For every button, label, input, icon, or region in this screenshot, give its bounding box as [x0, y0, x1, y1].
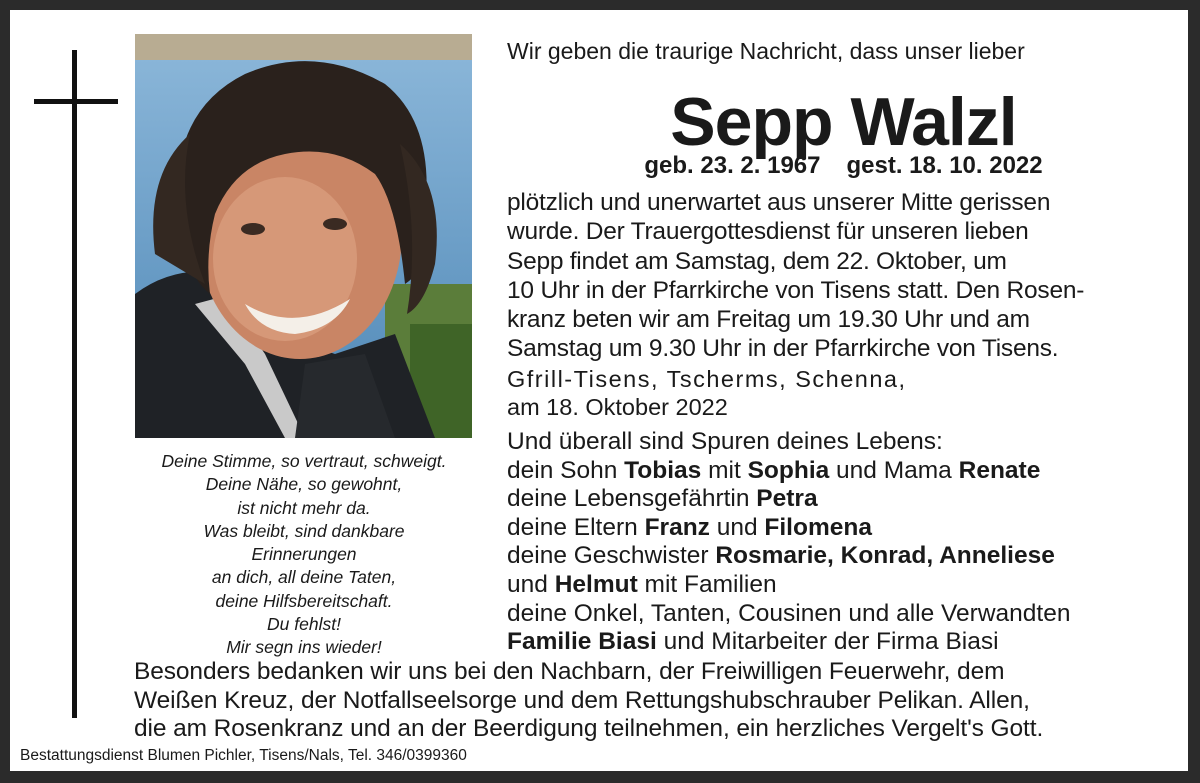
family-line — [507, 457, 1070, 486]
place-date: am 18. Oktober 2022 — [507, 394, 728, 420]
announcement-line: Sepp findet am Samstag, dem 22. Oktober, um — [507, 247, 1007, 275]
family-line — [507, 514, 1070, 543]
announcement-line: Samstag um 9.30 Uhr in der Pfarrkirche von Tisens. — [507, 335, 1059, 363]
poem-line: Deine Nähe, so gewohnt, — [205, 474, 403, 495]
cross-icon-bar — [34, 99, 118, 104]
family-text: mit Familien — [637, 570, 777, 598]
poem-line: Mir segn ins wieder! — [226, 637, 382, 658]
announcement-line: 10 Uhr in der Pfarrkirche von Tisens statt. Den Rosen- — [507, 276, 1085, 304]
poem-line: Erinnerungen — [251, 544, 357, 565]
family-text: mit — [701, 456, 748, 484]
birth-date: geb. 23. 2. 1967 — [644, 152, 821, 179]
family-text: und Mama — [829, 456, 959, 484]
poem-line: Was bleibt, sind dankbare — [203, 520, 405, 541]
poem-line: ist nicht mehr da. — [237, 497, 371, 518]
poem-line: deine Hilfsbereitschaft. — [215, 590, 393, 611]
portrait-photo — [135, 34, 472, 438]
family-line: deine Onkel, Tanten, Cousinen und alle Verwandten — [507, 599, 1071, 627]
death-date: gest. 18. 10. 2022 — [846, 152, 1043, 179]
poem-line: Deine Stimme, so vertraut, schweigt. — [161, 451, 447, 471]
place-line: Gfrill-Tisens, Tscherms, Schenna, — [507, 366, 907, 392]
thanks-paragraph — [134, 658, 1184, 744]
family-text: und Mitarbeiter der Firma Biasi — [656, 628, 999, 656]
family-list — [507, 428, 1070, 657]
cross-icon — [72, 50, 77, 718]
life-dates — [507, 152, 1180, 180]
family-name: Rosmarie, Konrad, Anneliese — [715, 542, 1055, 570]
family-line — [507, 571, 1070, 600]
family-line — [507, 628, 1070, 657]
family-line — [507, 542, 1070, 571]
thanks-line: Besonders bedanken wir uns bei den Nachbarn, der Freiwilligen Feuerwehr, dem — [134, 658, 1005, 685]
family-text: dein Sohn — [507, 456, 625, 484]
family-text: deine Lebensgefährtin — [507, 485, 757, 513]
announcement-text — [507, 188, 1182, 364]
family-text: deine Eltern — [507, 513, 645, 541]
announcement-line: kranz beten wir am Freitag um 19.30 Uhr und am — [507, 306, 1030, 334]
funeral-service-credit: Bestattungsdienst Blumen Pichler, Tisens/Nals, Tel. 346/0399360 — [20, 747, 467, 764]
poem-line: Du fehlst! — [267, 614, 341, 635]
deceased-name: Sepp Walzl — [670, 84, 1017, 160]
thanks-line: die am Rosenkranz und an der Beerdigung teilnehmen, ein herzliches Vergelt's Gott. — [134, 715, 1044, 743]
family-name: Familie Biasi — [507, 628, 657, 656]
family-name: Franz — [644, 513, 710, 541]
family-intro: Und überall sind Spuren deines Lebens: — [507, 428, 943, 455]
family-name: Helmut — [554, 570, 638, 598]
intro-text: Wir geben die traurige Nachricht, dass unser lieber — [507, 38, 1025, 64]
family-line — [507, 485, 1070, 514]
family-name: Renate — [958, 456, 1041, 484]
family-name: Petra — [756, 485, 818, 513]
thanks-line: Weißen Kreuz, der Notfallseelsorge und dem Rettungshubschrauber Pelikan. Allen, — [134, 686, 1030, 714]
family-text: und — [507, 570, 555, 598]
family-text: und — [709, 513, 765, 541]
family-text: deine Geschwister — [507, 542, 716, 570]
poem-line: an dich, all deine Taten, — [211, 567, 397, 588]
memorial-poem — [115, 450, 493, 660]
family-name: Tobias — [624, 456, 702, 484]
announcement-line: wurde. Der Trauergottesdienst für unseren lieben — [507, 218, 1029, 246]
family-name: Filomena — [764, 513, 872, 541]
announcement-line: plötzlich und unerwartet aus unserer Mitte gerissen — [507, 189, 1051, 216]
family-name: Sophia — [747, 456, 830, 484]
obituary-notice — [10, 10, 1188, 771]
